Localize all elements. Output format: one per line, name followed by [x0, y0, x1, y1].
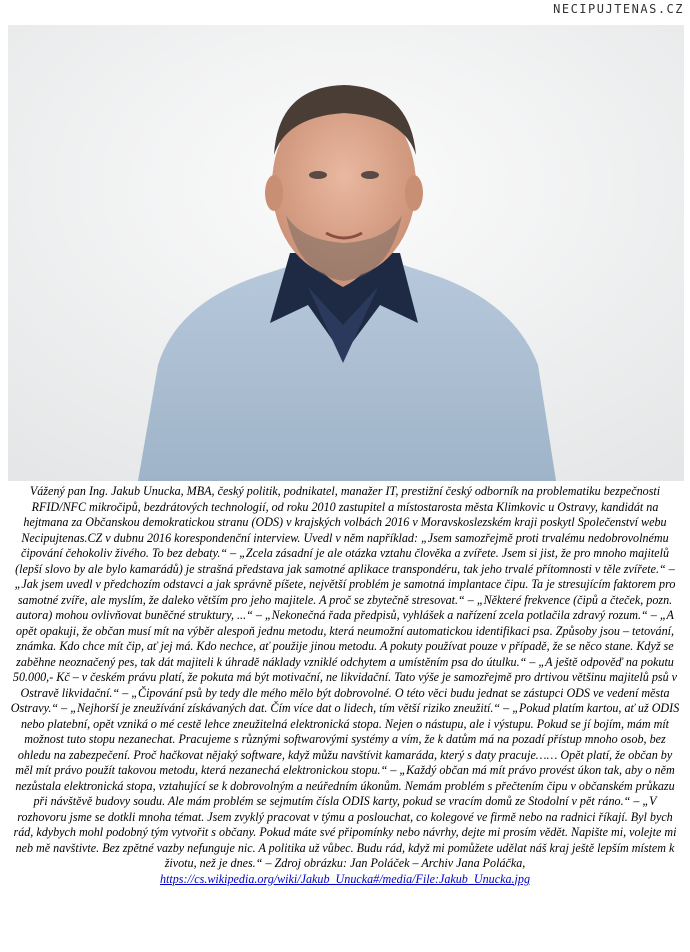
- image-source-link[interactable]: https://cs.wikipedia.org/wiki/Jakub_Unucka#/media/File:Jakub_Unucka.jpg: [159, 871, 530, 886]
- caption-text: Vážený pan Ing. Jakub Unucka, MBA, český politik, podnikatel, manažer IT, prestižní český odborník na problematiku bezpečnosti RFID/NFC mikročipů, bezdrátových technologií, od roku 2010 zastupitel a místostarosta města Klimkovic u Ostravy, kandidát na hejtmana za Občanskou demokratickou stranu (ODS) v krajských volbách 2016 v Moravskoslezském kraji poskytl Společenství webu Necipujtenas.CZ v dubnu 2016 korespondenční interview. Uvedl v něm například: „Jsem samozřejmě proti trvalému nedobrovolnému čipování čehokoliv živého. To bez debaty.“ – „Zcela zásadní je ale otázka vztahu člověka a zvířete. Jsem si jist, že pro mnoho majitelů (lepší slovo by ale bylo kamarádů) je strašná představa jak samotné aplikace transpondéru, tak jeho trvalé přítomnosti v těle zvířete.“ – „Jak jsem uvedl v předchozím odstavci a jak správně píšete, největší problém je samotná implantace čipu. Ta je stresujícím faktorem pro samotné zvíře, ale myslím, že daleko větším pro jeho majitele. A proč se zbytečně stresovat.“ – „Některé frekvence (čipů a čteček, pozn. autora) mohou ovlivňovat buněčné struktury, ...“ – „Nekonečná řada předpisů, vyhlášek a nařízení zcela potlačila zdravý rozum.“ – „A opět opakuji, že občan musí mít na výběr alespoň jednu metodu, která neumožní automatickou identifikaci psa. Způsoby jsou – tetování, známka. Kdo chce mít čip, ať jej má. Kdo nechce, ať použije jinou metodu. A pokuty používat pouze v případě, že se něco stane. Když se zaběhne neoznačený pes, tak dát majiteli k úhradě náklady vzniklé odchytem a umístěním psa do útulku.“ – „A ještě odpověď na pokutu 50.000,- Kč – v českém právu platí, že pokuta má být motivační, ne likvidační. Tato výše je samozřejmě pro drtivou většinu majitelů psů v Ostravě likvidační.“ – „Čipování psů by tedy dle mého mělo být dobrovolné. O této věci budu jednat se zástupci ODS ve vedení města Ostravy.“ – „Nejhorší je zneužívání získávaných dat. Čím více dat o lidech, tím větší riziko zneužití.“ – „Pokud platím kartou, ať už ODIS nebo platební, opět vzniká o mé cestě lehce zneužitelná elektronická stopa. Nejen o nástupu, ale i výstupu. Pokud se jí bojím, mám mít možnost tuto stopu nezanechat. Pracujeme s různými softwarovými systémy a vím, že k datům má na pozadí přístup mnoho osob, bez ohledu na zabezpečení. Proč hačkovat nějaký software, když můžu navštívit kamaráda, který s daty pracuje…… Opět platí, že občan by měl mít právo použít takovou metodu, která nezanechá elektronickou stopu.“ – „Každý občan má mít právo provést úkon tak, aby o něm nezůstala elektronická stopa, vztahující se k dobrovolným a neúředním úkonům. Nemám problém s přečtením čipu v občanském průkazu při návštěvě budovy soudu. Ale mám problém se sejmutím čísla ODIS karty, pokud se vracím domů ze Stodolní v pět ráno.“ – „V rozhovoru jsme se dotkli mnoha témat. Jsem zvyklý pracovat v týmu a poslouchat, co kolegové ve firmě nebo na radnici říkají. Byl bych rád, kdybych mohl podobný tým vytvořit s občany. Pokud máte své připomínky nebo návrhy, dejte mi prosím vědět. Napište mi, volejte mi neb mě navštivte. Bez zpětné vazby nefunguje nic. A politika už vůbec. Budu rád, když mi pomůžete udělat náš kraj ještě lepším místem k životu, než je dnes.“ – Zdroj obrázku: Jan Poláček – Archiv Jana Poláčka,: [10, 484, 680, 870]
- site-watermark: NECIPUJTENAS.CZ: [553, 2, 684, 16]
- photo-caption: [10, 484, 680, 887]
- portrait-photo: [8, 25, 684, 481]
